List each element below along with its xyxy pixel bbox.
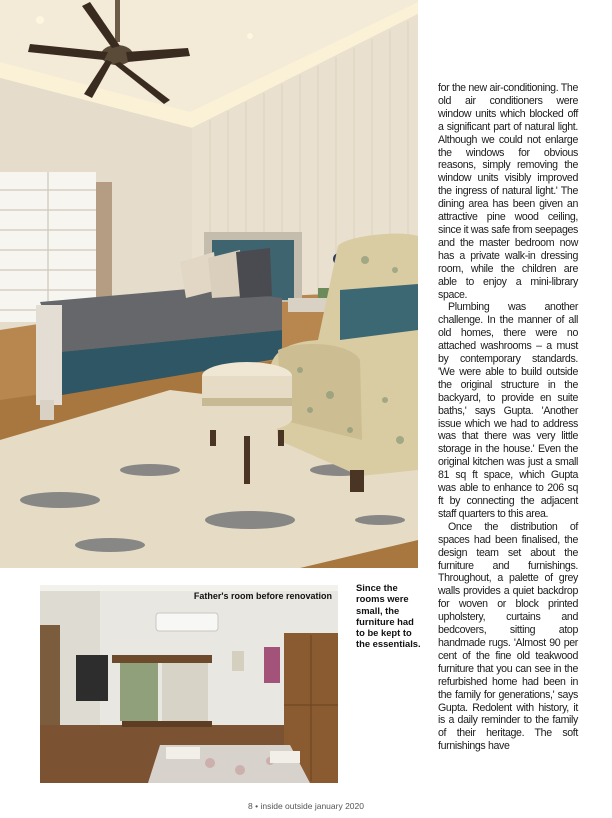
- footer-separator: •: [255, 801, 259, 811]
- page-footer: [0, 801, 612, 811]
- article-paragraph: Plumbing was another challenge. In the manner of all old homes, there were no attached washrooms – a must by contemporary standards. 'We were able to build outside the original structure in the backyard, to provide en suite baths,' says Gupta. 'Another issue which we had to address was that there was very little storage in the house.' Even the original kitchen was just a small 81 sq ft space, which Gupta was able to enhance to 206 sq ft by connecting the adjacent staff quarters to this area.: [438, 301, 578, 520]
- article-paragraph: for the new air-conditioning. The old air conditioners were window units which blocked off a significant part of natural light. Although we could not enlarge the windows for obvious reasons, simply removing the window units visibly improved the ingress of natural light.' The dining area has been given an attractive pine wood ceiling, since it was safe from seepages and the master bedroom now has a private walk-in dressing room, while the children are able to enjoy a mini-library space.: [438, 82, 578, 301]
- photo-side-caption: Since the rooms were small, the furniture had to be kept to the essentials.: [356, 582, 421, 650]
- inset-photo-caption: Father's room before renovation: [193, 591, 332, 601]
- main-bedroom-photo: [0, 0, 418, 568]
- bedroom-illustration: [0, 0, 418, 568]
- article-paragraph: Once the distribution of spaces had been finalised, the design team set about the furniture and furnishings. Throughout, a palette of grey walls provides a quiet backdrop for woven or block printed upholstery, curtains and bedcovers, sitting atop handmade rugs. 'Almost 90 per cent of the fine old teakwood furniture that you can see in the refurbished home had been in the family for generations,' says Gupta. Redolent with history, it is a daily reminder to the family of their heritage. The soft furnishings have: [438, 520, 578, 753]
- page-number: 8: [248, 801, 253, 811]
- before-room-illustration: [40, 585, 338, 783]
- article-body-column: [438, 82, 578, 753]
- publication-name: inside outside january 2020: [260, 801, 364, 811]
- before-renovation-photo: [40, 585, 338, 783]
